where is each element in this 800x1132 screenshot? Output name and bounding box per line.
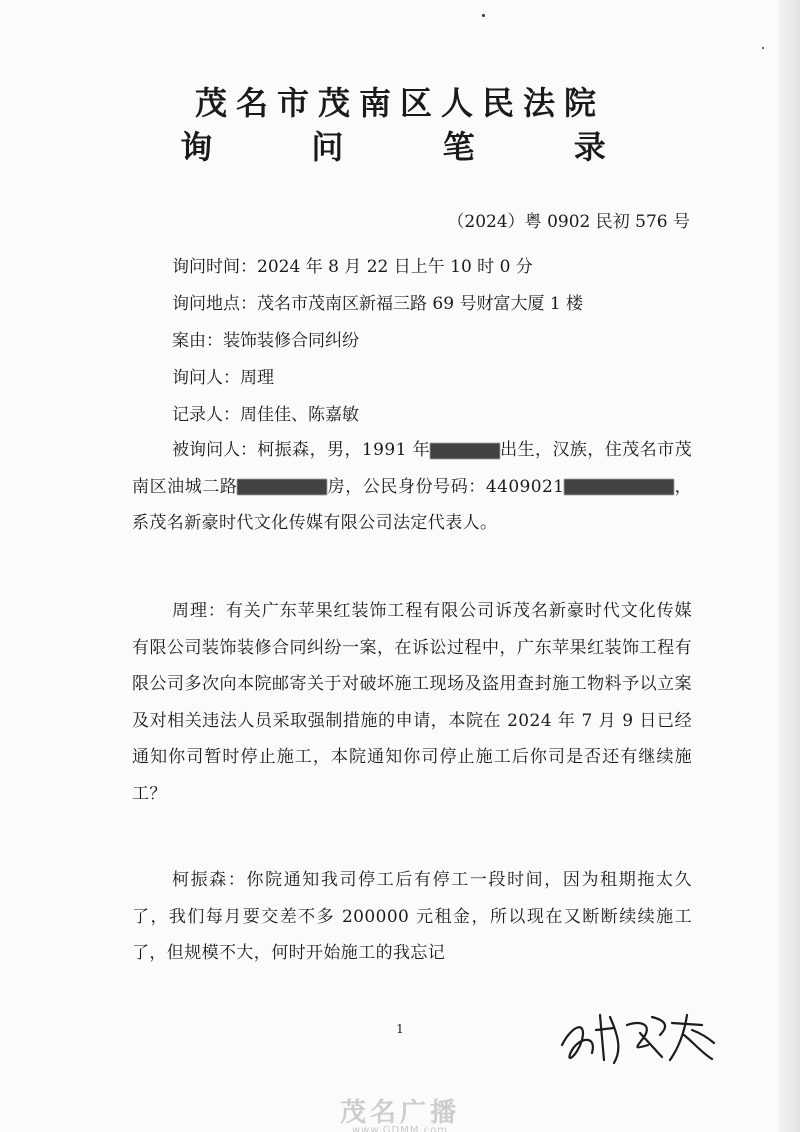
redaction-block	[430, 443, 500, 459]
inquiry-place	[172, 289, 583, 314]
interviewer-label: 询问人：	[172, 368, 240, 388]
speaker-name: 周理：	[172, 601, 226, 621]
redaction-block	[564, 479, 674, 495]
interviewee-label: 被询问人：	[172, 440, 258, 460]
dialogue-entry	[132, 593, 692, 812]
interviewer	[172, 363, 274, 388]
interviewer-value: 周理	[240, 368, 274, 388]
speech-text: 有关广东苹果红装饰工程有限公司诉茂名新豪时代文化传媒有限公司装饰装修合同纠纷一案，在诉讼过程中，广东苹果红装饰工程有限公司多次向本院邮寄关于对破坏施工现场及盗用查封施工物料予以立案及对相关违法人员采取强制措施的申请，本院在 2024 年 7 月 9 日已经通知你司暂时停止施工，本院通知你司停止施工后你司是否还有继续施工？	[132, 601, 692, 804]
interviewee-text-1: 柯振森，男，1991 年	[257, 440, 431, 460]
handwritten-signature	[552, 995, 722, 1070]
interviewee-text-3: 房，公民身份号码：4409021	[327, 476, 565, 497]
recorder-label: 记录人：	[172, 405, 240, 425]
speech-text: 你院通知我司停工后有停工一段时间，因为租期拖太久了，我们每月要交差不多 200000 元租金，所以现在又断断续续施工了，但规模不大，何时开始施工的我忘记	[132, 870, 692, 963]
court-name: 茂名市茂南区人民法院	[194, 84, 605, 122]
dialogue-entry	[132, 862, 692, 972]
paper-edge	[778, 0, 800, 1132]
document-title: 询 问 笔 录	[180, 128, 650, 166]
page-number: 1	[396, 1022, 404, 1036]
inquiry-time-label: 询问时间：	[172, 257, 257, 277]
watermark	[0, 1092, 800, 1132]
watermark-logo: 茂名广播	[339, 1098, 460, 1128]
inquiry-time	[172, 252, 533, 277]
scan-speck	[482, 14, 485, 17]
recorder-value: 周佳佳、陈嘉敏	[240, 405, 359, 425]
interviewee-block	[132, 432, 692, 542]
case-cause-label: 案由：	[172, 331, 223, 351]
inquiry-time-value: 2024 年 8 月 22 日上午 10 时 0 分	[257, 257, 533, 277]
interviewee-text-4: ，系茂名新豪时代文化传媒有限公司法定代表人。	[132, 476, 692, 533]
case-number: （2024）粤 0902 民初 576 号	[447, 212, 690, 232]
case-cause	[172, 326, 359, 351]
case-cause-value: 装饰装修合同纠纷	[223, 331, 359, 351]
interviewee-text-2: 出生，汉族，住茂名市茂南区油城二路	[132, 440, 692, 497]
recorder	[172, 400, 359, 425]
redaction-block	[237, 479, 327, 495]
watermark-url: www.GDMM.com	[351, 1125, 449, 1132]
speaker-name: 柯振森：	[172, 870, 247, 890]
inquiry-place-value: 茂名市茂南区新福三路 69 号财富大厦 1 楼	[257, 294, 584, 314]
scan-speck	[762, 47, 764, 49]
inquiry-place-label: 询问地点：	[172, 294, 257, 314]
